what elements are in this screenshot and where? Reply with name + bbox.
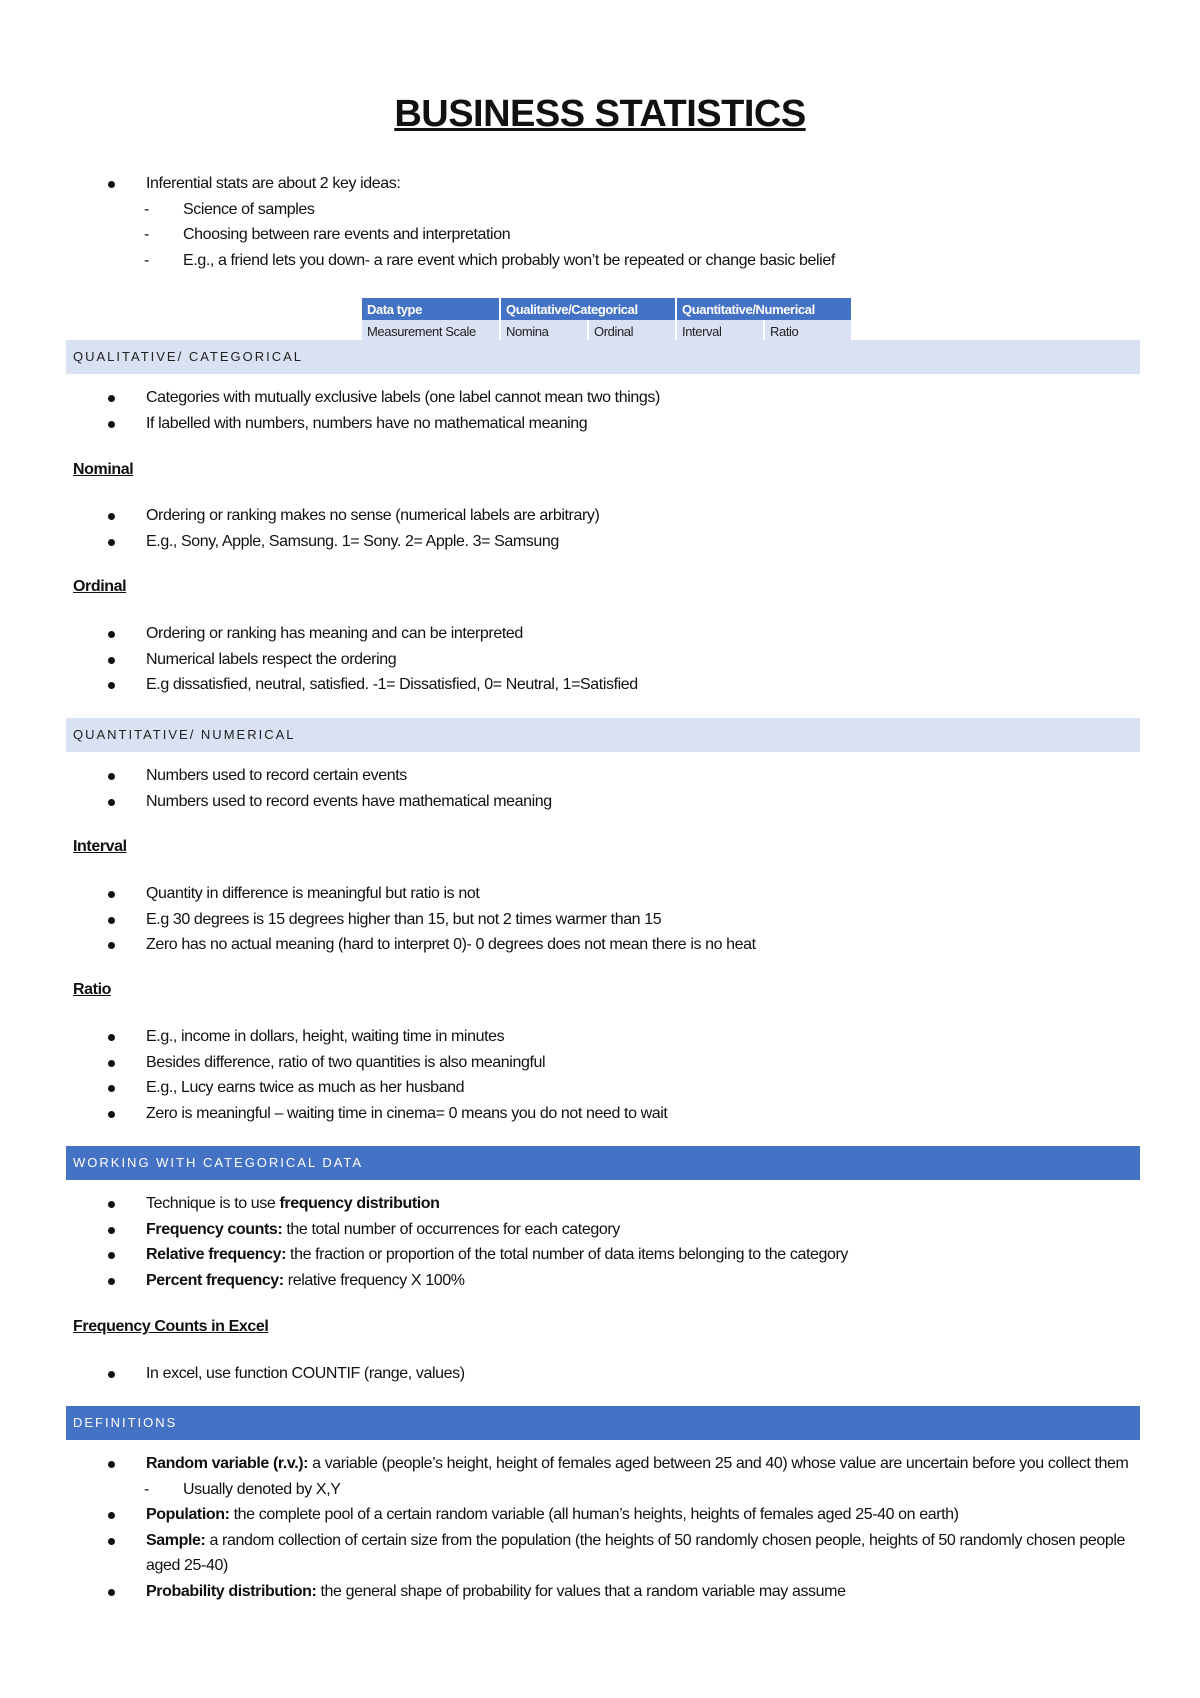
- nominal-list: [0, 503, 1180, 554]
- text-run: the total number of occurrences for each category: [282, 1220, 620, 1238]
- subheading-nominal: Nominal: [73, 461, 134, 478]
- list-item: Quantity in difference is meaningful but ratio is not: [0, 881, 1180, 907]
- table-cell: Ordinal: [588, 320, 676, 342]
- dash-item: - Usually denoted by X,Y: [0, 1477, 1150, 1503]
- table-cell: Measurement Scale: [362, 320, 500, 342]
- bold-term: Probability distribution:: [146, 1582, 317, 1600]
- table-cell: Nomina: [500, 320, 588, 342]
- subheading-ordinal: Ordinal: [73, 578, 127, 595]
- subheading-frequency-counts-excel: Frequency Counts in Excel: [73, 1318, 269, 1335]
- subheading-interval: Interval: [73, 838, 127, 855]
- interval-list: [0, 881, 1180, 958]
- table-cell: Interval: [676, 320, 764, 342]
- data-type-table: [362, 298, 853, 342]
- text-run: a variable (people’s height, height of females aged between 25 and 40) whose value are uncertain before you collect them: [308, 1455, 1129, 1472]
- table-header-row: [362, 298, 852, 320]
- list-item: [0, 1528, 1150, 1579]
- table-header-cell: Quantitative/Numerical: [676, 298, 852, 320]
- list-item: Ordering or ranking has meaning and can be interpreted: [0, 621, 1180, 647]
- dash-item: - Science of samples: [0, 197, 1180, 223]
- list-item: Inferential stats are about 2 key ideas:: [0, 171, 1180, 197]
- dash-item: - Choosing between rare events and interpretation: [0, 222, 1180, 248]
- list-item: E.g dissatisfied, neutral, satisfied. -1= Dissatisfied, 0= Neutral, 1=Satisfied: [0, 672, 1180, 698]
- bold-term: Random variable (r.v.):: [146, 1455, 309, 1472]
- list-item: [0, 1579, 1150, 1605]
- list-item: [0, 1268, 1180, 1294]
- list-item: In excel, use function COUNTIF (range, values): [0, 1361, 1180, 1387]
- bold-term: Sample:: [146, 1531, 206, 1549]
- page-title: BUSINESS STATISTICS: [394, 93, 806, 135]
- list-item: Numbers used to record events have mathematical meaning: [0, 789, 1180, 815]
- list-item: Numerical labels respect the ordering: [0, 647, 1180, 673]
- text-run: Technique is to use: [146, 1195, 280, 1212]
- list-item: Besides difference, ratio of two quantities is also meaningful: [0, 1050, 1180, 1076]
- list-item: E.g., Sony, Apple, Samsung. 1= Sony. 2= Apple. 3= Samsung: [0, 529, 1180, 555]
- text-run: a random collection of certain size from the population (the heights of 50 randomly chosen people, heights of 50 randomly chosen people aged 25-40): [146, 1531, 1125, 1574]
- table-row: [362, 320, 852, 342]
- bold-term: frequency distribution: [279, 1195, 440, 1212]
- list-item: If labelled with numbers, numbers have no mathematical meaning: [0, 411, 1180, 437]
- list-item: [0, 1191, 1180, 1217]
- intro-block: [0, 171, 1180, 273]
- section-heading-working-categorical: WORKING WITH CATEGORICAL DATA: [66, 1146, 1140, 1180]
- bold-term: Percent frequency:: [146, 1271, 284, 1289]
- bold-term: Frequency counts:: [146, 1220, 283, 1238]
- list-item: Categories with mutually exclusive labels (one label cannot mean two things): [0, 385, 1180, 411]
- working-categorical-list: [0, 1191, 1180, 1293]
- list-item: Numbers used to record certain events: [0, 763, 1180, 789]
- bold-term: Population:: [146, 1506, 230, 1523]
- list-item: Ordering or ranking makes no sense (numerical labels are arbitrary): [0, 503, 1180, 529]
- table-header-cell: Data type: [362, 298, 500, 320]
- definitions-list: [0, 1451, 1150, 1604]
- subheading-ratio: Ratio: [73, 981, 112, 998]
- text-run: the fraction or proportion of the total number of data items belonging to the category: [286, 1246, 849, 1263]
- list-item: E.g., income in dollars, height, waiting time in minutes: [0, 1024, 1180, 1050]
- text-run: relative frequency X 100%: [283, 1271, 465, 1289]
- list-item: E.g., Lucy earns twice as much as her husband: [0, 1075, 1180, 1101]
- table-header-cell: Qualitative/Categorical: [500, 298, 676, 320]
- frequency-excel-list: [0, 1361, 1180, 1387]
- dash-item: - E.g., a friend lets you down- a rare event which probably won’t be repeated or change basic belief: [0, 248, 1180, 274]
- text-run: the general shape of probability for values that a random variable may assume: [316, 1582, 846, 1600]
- list-item: Zero has no actual meaning (hard to interpret 0)- 0 degrees does not mean there is no heat: [0, 932, 1180, 958]
- ratio-list: [0, 1024, 1180, 1126]
- list-item: [0, 1502, 1150, 1528]
- section-heading-quantitative: QUANTITATIVE/ NUMERICAL: [66, 718, 1140, 752]
- list-item: [0, 1242, 1180, 1268]
- section-heading-definitions: DEFINITIONS: [66, 1406, 1140, 1440]
- bold-term: Relative frequency:: [146, 1246, 287, 1263]
- list-item: Zero is meaningful – waiting time in cinema= 0 means you do not need to wait: [0, 1101, 1180, 1127]
- text-run: the complete pool of a certain random variable (all human’s heights, heights of females aged 25-40 on earth): [229, 1506, 959, 1523]
- section-heading-qualitative: QUALITATIVE/ CATEGORICAL: [66, 340, 1140, 374]
- qualitative-list: [0, 385, 1180, 436]
- ordinal-list: [0, 621, 1180, 698]
- list-item: [0, 1451, 1150, 1477]
- quantitative-list: [0, 763, 1180, 814]
- list-item: E.g 30 degrees is 15 degrees higher than 15, but not 2 times warmer than 15: [0, 907, 1180, 933]
- table-cell: Ratio: [764, 320, 852, 342]
- list-item: [0, 1217, 1180, 1243]
